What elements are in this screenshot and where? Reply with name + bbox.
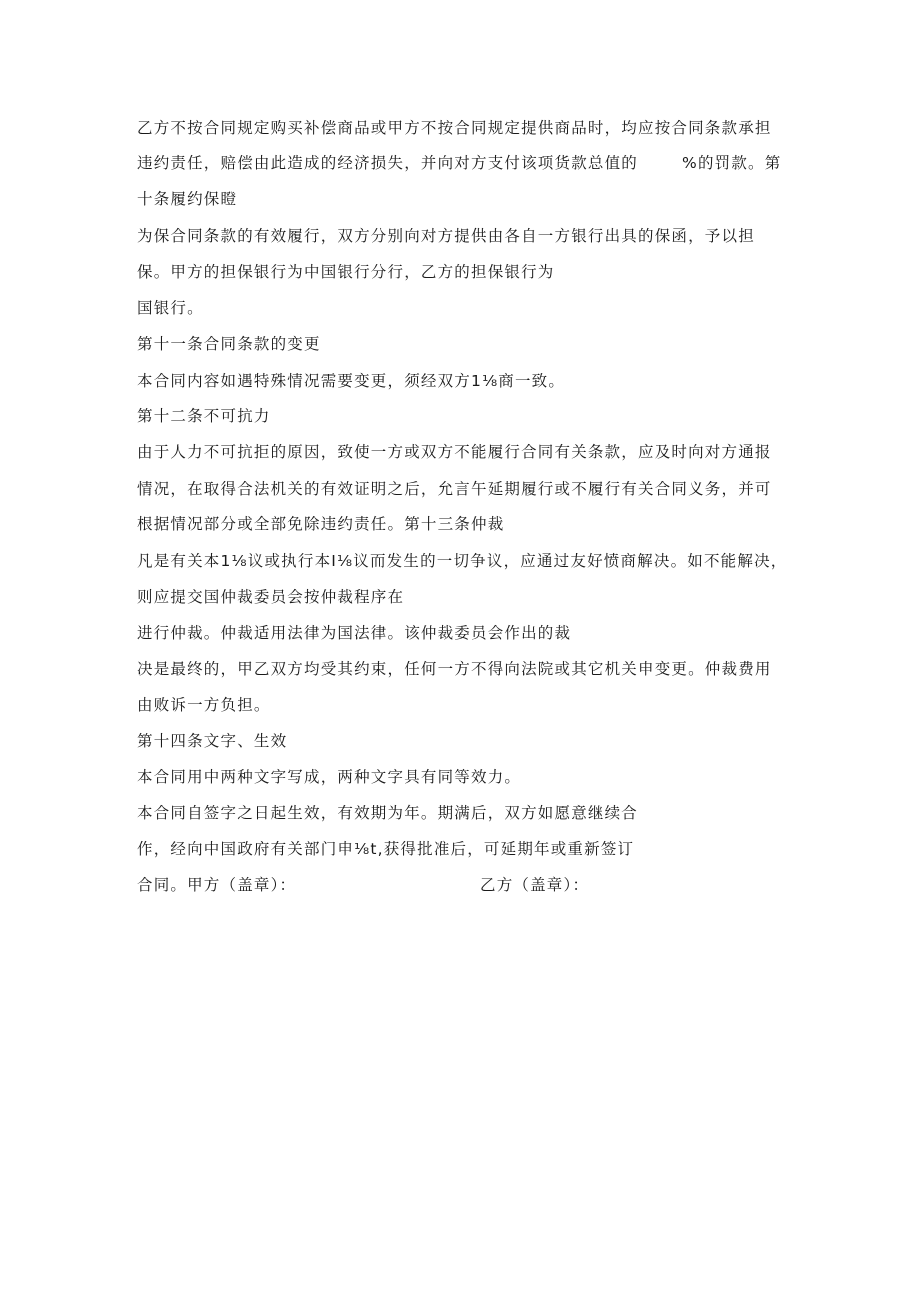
text-line: 进行仲裁。仲裁适用法律为国法律。该仲裁委员会作出的裁 xyxy=(137,624,572,642)
text-line: 本合同用中两种文字写成，两种文字具有同等效力。 xyxy=(137,768,522,786)
text-line: 情况，在取得合法机关的有效证明之后，允言午延期履行或不履行有关合同义务，并可 xyxy=(137,480,772,498)
section-heading: 第十四条文字、生效 xyxy=(137,732,288,750)
text-line: 由于人力不可抗拒的原因，致使一方或双方不能履行合同有关条款，应及时向对方通报 xyxy=(137,443,772,461)
text-line-segment: 违约责任，赔偿由此造成的经济损失，并向对方支付该项货款总值的 xyxy=(137,154,639,172)
text-line xyxy=(137,153,781,173)
text-line: 乙方不按合同规定购买补偿商品或甲方不按合同规定提供商品时，均应按合同条款承担 xyxy=(137,119,772,137)
section-heading: 十条履约保瞪 xyxy=(137,190,238,208)
text-line-segment: %的罚款。第 xyxy=(682,154,782,172)
section-heading: 第十二条不可抗力 xyxy=(137,407,271,425)
text-line: 作，经向中国政府有关部门申⅛t,获得批准后，可延期年或重新签订 xyxy=(137,840,635,858)
party-a-seal-label: 合同。甲方（盖章）： xyxy=(137,876,297,894)
text-line: 为保合同条款的有效履行，双方分别向对方提供由各自一方银行出具的保函，予以担 xyxy=(137,227,755,245)
text-line: 保。甲方的担保银行为中国银行分行，乙方的担保银行为 xyxy=(137,263,555,281)
section-heading: 第十一条合同条款的变更 xyxy=(137,335,321,353)
text-line: 决是最终的，甲乙双方均受其约束，任何一方不得向法院或其它机关申变更。仲裁费用 xyxy=(137,660,772,678)
text-line: 本合同自签字之日起生效，有效期为年。期满后，双方如愿意继续合 xyxy=(137,804,639,822)
signature-line xyxy=(137,875,590,895)
text-line: 根据情况部分或全部免除违约责任。第十三条仲裁 xyxy=(137,515,505,533)
text-line: 则应提交国仲裁委员会按仲裁程序在 xyxy=(137,588,405,606)
text-line: 由败诉一方负担。 xyxy=(137,696,271,714)
text-line: 凡是有关本1⅛议或执行本I⅛议而发生的一切争议，应通过友好愤商解决。如不能解决， xyxy=(137,552,788,570)
party-b-seal-label: 乙方（盖章）： xyxy=(480,876,590,894)
text-line: 国银行。 xyxy=(137,299,204,317)
text-line: 本合同内容如遇特殊情况需要变更，须经双方1⅛商一致。 xyxy=(137,372,566,390)
